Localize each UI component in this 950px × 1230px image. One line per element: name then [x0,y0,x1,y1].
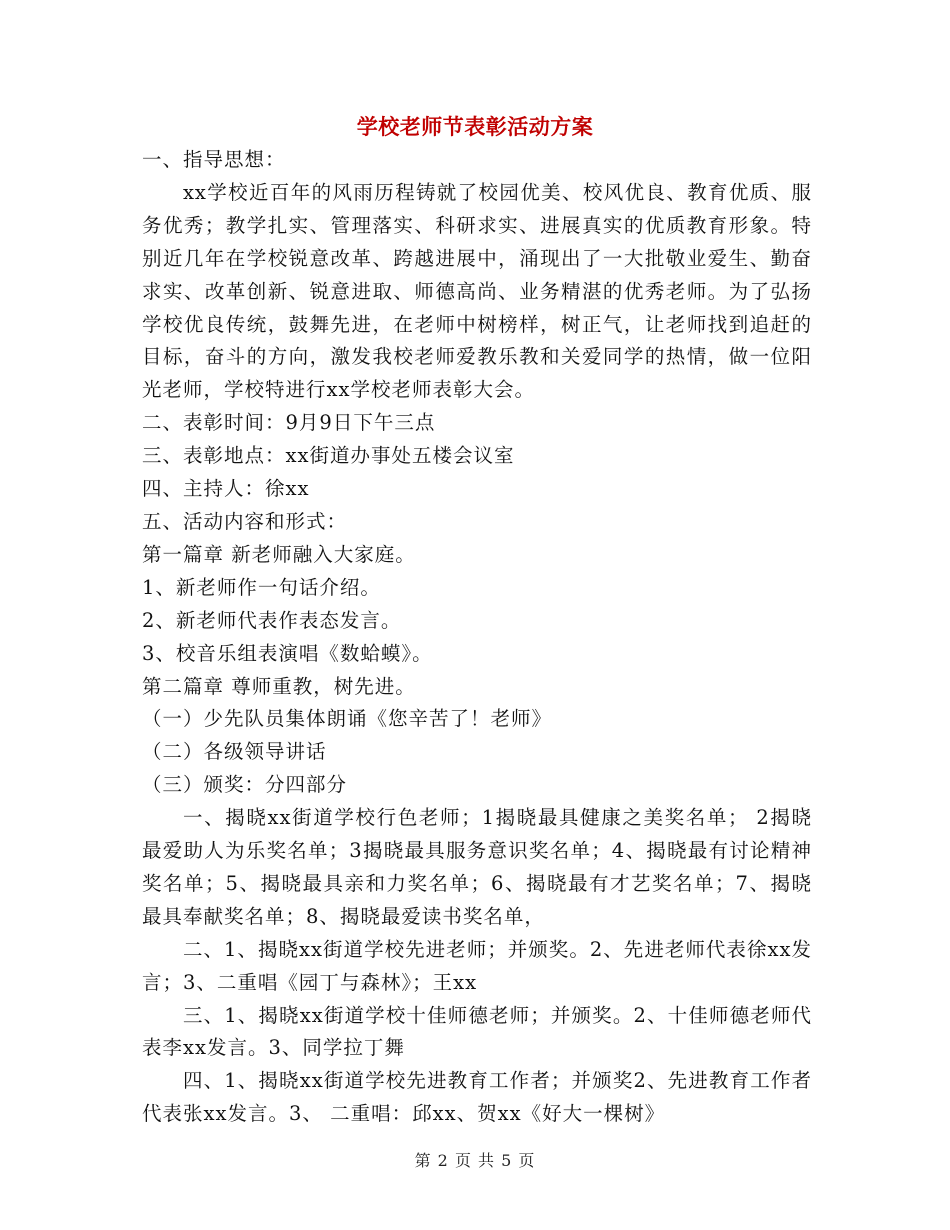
chapter-one-item-3: 3、校音乐组表演唱《数蛤蟆》。 [142,641,433,665]
chapter-one-item-1: 1、新老师作一句话介绍。 [142,575,381,599]
section-heading-guiding-idea: 一、指导思想： [142,148,286,171]
line-award-location: 三、表彰地点：xx街道办事处五楼会议室 [142,444,515,468]
line-host: 四、主持人：徐xx [142,477,310,501]
chapter-one-item-2: 2、新老师代表作表态发言。 [142,608,402,632]
award-part-3: 三、1、揭晓xx街道学校十佳师德老师；并颁奖。2、十佳师德老师代表李xx发言。3、同学拉丁舞 [142,1003,812,1060]
page-number-footer: 第 2 页 共 5 页 [414,1151,536,1170]
line-award-time: 二、表彰时间：9月9日下午三点 [142,411,436,435]
section-heading-activity: 五、活动内容和形式： [142,509,348,533]
award-part-1: 一、揭晓xx街道学校行色老师；1揭晓最具健康之美奖名单； 2揭晓最爱助人为乐奖名单；3揭晓最具服务意识奖名单；4、揭晓最有讨论精神奖名单；5、揭晓最具亲和力奖名单；6、揭晓最有才艺奖名单；7、揭晓最具奉献奖名单；8、揭晓最爱读书奖名单， [142,806,812,928]
chapter-two-item-1: （一）少先队员集体朗诵《您辛苦了！老师》 [142,707,553,731]
chapter-two-item-2: （二）各级领导讲话 [142,740,327,764]
award-part-2: 二、1、揭晓xx街道学校先进老师；并颁奖。2、先进老师代表徐xx发言；3、二重唱《园丁与森林》；王xx [142,937,812,994]
award-part-4: 四、1、揭晓xx街道学校先进教育工作者；并颁奖2、先进教育工作者代表张xx发言。3、 二重唱：邱xx、贺xx《好大一棵树》 [142,1069,812,1126]
document-title: 学校老师节表彰活动方案 [356,114,594,139]
paragraph-guiding-idea: xx学校近百年的风雨历程铸就了校园优美、校风优良、教育优质、服务优秀；教学扎实、管理落实、科研求实、进展真实的优质教育形象。特别近几年在学校锐意改革、跨越进展中，涌现出了一大批敬业爱生、勤奋求实、改革创新、锐意进取、师德高尚、业务精湛的优秀老师。为了弘扬学校优良传统，鼓舞先进，在老师中树榜样，树正气，让老师找到追赶的目标，奋斗的方向，激发我校老师爱教乐教和关爱同学的热情，做一位阳光老师，学校特进行xx学校老师表彰大会。 [142,180,812,402]
chapter-one-heading: 第一篇章 新老师融入大家庭。 [142,542,416,566]
document-body [142,144,812,1131]
chapter-two-item-3: （三）颁奖：分四部分 [142,773,348,797]
chapter-two-heading: 第二篇章 尊师重教，树先进。 [142,674,416,698]
